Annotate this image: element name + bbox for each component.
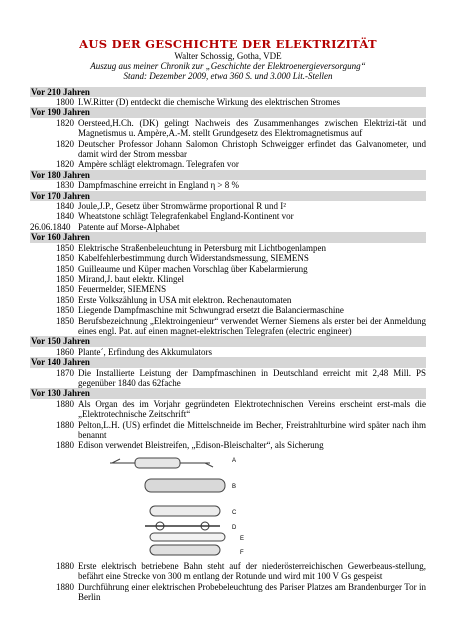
chronicle-entry [30,347,426,357]
section-heading: Vor 210 Jahren [30,87,426,97]
entry-text: Wheatstone schlägt Telegrafenkabel England-Kontinent vor [78,211,294,222]
chronicle-entry [30,97,426,107]
chronicle-sections [30,87,426,451]
fig-label-d: D [232,524,237,531]
entry-text: Liegende Dampfmaschine mit Schwungrad ersetzt die Balanciermaschine [78,305,344,316]
section-heading: Vor 190 Jahren [30,107,426,117]
entry-text: Erste elektrisch betriebene Bahn steht auf der niederösterreichischen Gewerbeaus-stellung, befährt eine Strecke von 300 m entlang der Rotunde und wird mit 100 V Gs gespeist [78,560,426,582]
entry-text: Kabelfehlerbestimmung durch Widerstandsmessung, SIEMENS [78,253,309,264]
entry-text: Elektrische Straßenbeleuchtung in Petersburg mit Lichtbogenlampen [78,242,327,253]
entry-year: 1850 [56,284,74,295]
chronicle-entry [30,211,426,221]
section-heading: Vor 130 Jahren [30,388,426,398]
chronicle-entry [30,139,426,160]
chronicle-entry [30,420,426,441]
entry-year: 1840 [56,211,74,222]
entry-text: Als Organ des im Vorjahr gegründeten Elektrotechnischen Vereins erscheint erst-mals die „Elektrotechnische Zeitschrift“ [78,398,426,420]
chronicle-entry [30,440,426,450]
entry-text: Oersteed,H.Ch. (DK) gelingt Nachweis des Zusammenhanges zwischen Elektrizi-tät und Magnetismus u. Ampère,A.-M. stellt Grundgesetz des Elektromagnetismus auf [78,117,426,139]
chronicle-entry [30,201,426,211]
entry-year: 1820 [56,138,74,149]
section-heading: Vor 170 Jahren [30,191,426,201]
entry-year: 1880 [56,560,74,571]
entry-year: 1800 [56,97,74,108]
entry-year: 1850 [56,242,74,253]
section-heading: Vor 140 Jahren [30,357,426,367]
section-heading: Vor 160 Jahren [30,232,426,242]
entry-text: Durchführung einer elektrischen Probebeleuchtung des Pariser Platzes am Brandenburger Tor in Berlin [78,581,426,603]
subtitle-line: Auszug aus meiner Chronik zur „Geschichte der Elektroenergieversorgung“ [90,61,366,72]
document-title: AUS DER GESCHICHTE DER ELEKTRIZITÄT [79,37,377,51]
chronicle-entry [30,118,426,139]
chronicle-entry [30,399,426,420]
entry-year: 1880 [56,581,74,592]
entry-year: 1850 [56,253,74,264]
entry-year: 1850 [56,263,74,274]
entry-year: 1860 [56,346,74,357]
entry-year: 1870 [56,367,74,378]
entry-year: 1820 [56,159,74,170]
chronicle-entry [30,222,426,232]
chronicle-entry [30,305,426,315]
entry-text: Feuermelder, SIEMENS [78,284,167,295]
entry-text: Edison verwendet Bleistreifen, „Edison-Bleischalter“, als Sicherung [78,440,324,451]
chronicle-entry [30,180,426,190]
chronicle-entry [30,561,426,582]
entry-year: 1850 [56,315,74,326]
status-line: Stand: Dezember 2009, etwa 360 S. und 3.000 Lit.-Stellen [123,71,333,82]
chronicle-entry [30,274,426,284]
entry-text: Pelton,L.H. (US) erfindet die Mittelschneide im Becher, Freistrahlturbine wird später nach ihm benannt [78,419,426,441]
chronicle-entry [30,316,426,337]
entry-year: 1850 [56,273,74,284]
chronicle-entry [30,582,426,603]
entry-text: Plante´, Erfindung des Akkumulators [78,346,212,357]
entry-year: 1840 [56,201,74,212]
fig-label-b: B [232,483,237,490]
chronicle-entry [30,264,426,274]
entry-text: Berufsbezeichnung „Elektroingenieur“ verwendet Werner Siemens als erster bei der Anmeldung eines engl. Pat. auf einen magnet-elektrischen Telegrafen (electric engineer) [78,315,426,336]
chronicle-entry [30,368,426,389]
entry-text: Joule,J.P., Gesetz über Stromwärme proportional R und I² [78,201,286,212]
fig-label-f: F [240,549,244,556]
entry-year: 1850 [56,305,74,316]
entry-text: Ampère schlägt elektromagn. Telegrafen vor [78,159,239,170]
entry-year: 1820 [56,117,74,128]
chronicle-entry [30,243,426,253]
section-heading: Vor 180 Jahren [30,170,426,180]
fig-label-c: C [232,509,237,516]
entry-year: 1880 [56,440,74,451]
chronicle-entry [30,284,426,294]
entry-text: I.W.Ritter (D) entdeckt die chemische Wirkung des elektrischen Stromes [78,97,341,108]
fuse-drawing [110,453,310,559]
chronicle-entry [30,253,426,263]
section-heading: Vor 150 Jahren [30,336,426,346]
entry-text: Die Installierte Leistung der Dampfmaschinen in Deutschland erreicht mit 2,48 Mill. PS gegenüber 1840 das 62fache [78,367,426,388]
entry-text: Patente auf Morse-Alphabet [78,221,180,232]
fig-label-e: E [240,535,245,542]
fig-label-a: A [232,457,237,464]
entry-year: 26.06.1840 [30,221,71,232]
entry-text: Deutscher Professor Johann Salomon Christoph Schweigger erfindet das Galvanometer, und damit wird der Strom messbar [78,138,426,160]
fuse-illustration [30,451,426,561]
chronicle-entry [30,295,426,305]
author-line: Walter Schossig, Gotha, VDE [174,51,282,61]
entry-text: Guilleaume und Küper machen Vorschlag über Kabelarmierung [78,263,308,274]
entry-text: Mirand,J. baut elektr. Klingel [78,273,184,284]
entry-year: 1880 [56,398,74,409]
entry-text: Dampfmaschine erreicht in England η > 8 % [78,180,239,191]
entry-year: 1880 [56,419,74,430]
after-figure-entries [30,561,426,603]
document-page [30,38,426,602]
chronicle-entry [30,159,426,169]
entry-text: Erste Volkszählung in USA mit elektron. Rechenautomaten [78,294,292,305]
entry-year: 1830 [56,180,74,191]
entry-year: 1850 [56,294,74,305]
